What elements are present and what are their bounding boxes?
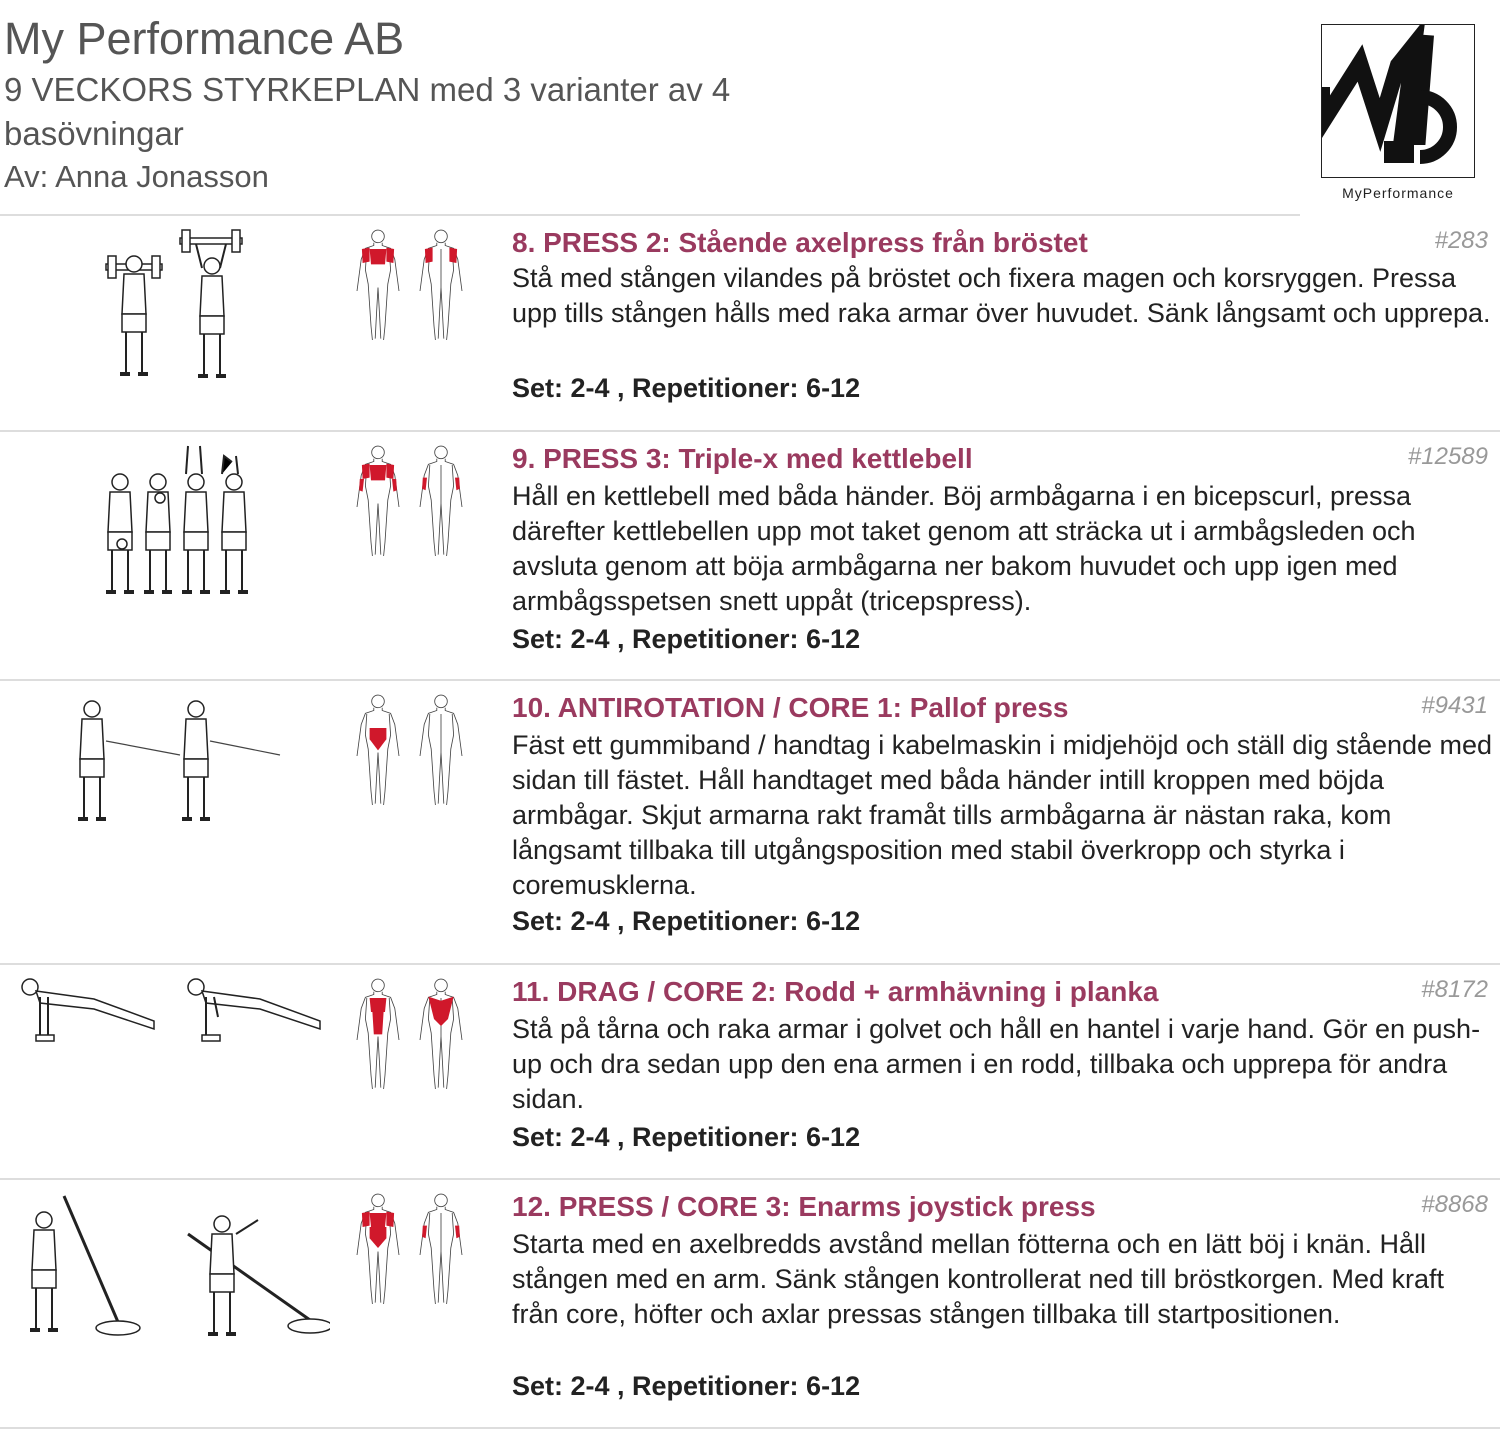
- exercise-title: 11. DRAG / CORE 2: Rodd + armhävning i planka: [512, 976, 1159, 1007]
- plan-subtitle: 9 VECKORS STYRKEPLAN med 3 varianter av 4 basövningar: [4, 71, 731, 152]
- exercise-illustration: [70, 691, 290, 841]
- exercise-sets: Set: 2-4 , Repetitioner: 6-12: [512, 906, 861, 936]
- exercise-description: Fäst ett gummiband / handtag i kabelmaskin i midjehöjd och ställ dig stående med sidan till fästet. Håll handtaget med båda händer intill kroppen med böjda armbågar. Skjut armarna rakt framåt tills armbågarna är nästan raka, kom långsamt tillbaka till utgångsposition med stabil överkropp och styrka i coremusklerna.: [512, 730, 1493, 900]
- logo-mark-icon: [1322, 25, 1475, 178]
- exercise-id: #9431: [1421, 692, 1488, 719]
- exercise-description: Stå med stången vilandes på bröstet och fixera magen och korsryggen. Pressa upp tills stången hålls med raka armar över huvudet. Sänk långsamt och upprepa.: [512, 263, 1491, 328]
- company-title: My Performance AB: [4, 13, 405, 64]
- muscle-map: [350, 444, 470, 614]
- muscle-map: [350, 228, 470, 398]
- myperformance-logo: [1321, 24, 1475, 178]
- exercise-illustration: [20, 1190, 330, 1340]
- exercise-title: 9. PRESS 3: Triple-x med kettlebell: [512, 443, 973, 474]
- exercise-id: #8868: [1421, 1191, 1488, 1218]
- exercise-illustration: [14, 973, 334, 1053]
- exercise-row-12: [0, 1180, 1500, 1428]
- exercise-row-11: [0, 965, 1500, 1178]
- logo-wordmark: MyPerformance: [1342, 185, 1454, 201]
- exercise-row-9: [0, 432, 1500, 680]
- exercise-sets: Set: 2-4 , Repetitioner: 6-12: [512, 373, 861, 403]
- exercise-description: Stå på tårna och raka armar i golvet och håll en hantel i varje hand. Gör en push-up och dra sedan upp den ena armen i en rodd, tillbaka och upprepa för andra sidan.: [512, 1014, 1481, 1114]
- exercise-description: Starta med en axelbredds avstånd mellan fötterna och en lätt böj i knän. Håll stången med en arm. Sänk stången kontrollerat ned till bröstkorgen. Med kraft från core, höfter och axlar pressas stången tillbaka till startpositionen.: [512, 1229, 1445, 1329]
- exercise-id: #283: [1434, 227, 1488, 254]
- exercise-sets: Set: 2-4 , Repetitioner: 6-12: [512, 1122, 861, 1152]
- exercise-illustration: [100, 444, 260, 594]
- row-divider: [0, 1427, 1500, 1429]
- muscle-map: [350, 1192, 470, 1362]
- exercise-illustration: [100, 228, 260, 378]
- exercise-sets: Set: 2-4 , Repetitioner: 6-12: [512, 1371, 861, 1401]
- exercise-title: 12. PRESS / CORE 3: Enarms joystick press: [512, 1191, 1096, 1222]
- plan-author: Av: Anna Jonasson: [4, 159, 269, 194]
- muscle-map: [350, 693, 470, 863]
- exercise-sets: Set: 2-4 , Repetitioner: 6-12: [512, 624, 861, 654]
- exercise-title: 10. ANTIROTATION / CORE 1: Pallof press: [512, 692, 1069, 723]
- exercise-description: Håll en kettlebell med båda händer. Böj armbågarna i en bicepscurl, pressa därefter kettlebellen upp mot taket genom att sträcka ut i armbågsleden och avsluta genom att böja armbågarna ner bakom huvudet och upp igen med armbågsspetsen snett uppåt (tricepspress).: [512, 481, 1416, 616]
- exercise-id: #8172: [1421, 976, 1488, 1003]
- exercise-id: #12589: [1407, 443, 1488, 470]
- exercise-title: 8. PRESS 2: Stående axelpress från bröstet: [512, 227, 1088, 258]
- exercise-row-8: [0, 216, 1500, 431]
- muscle-map: [350, 977, 470, 1147]
- page-header: [0, 0, 1500, 215]
- exercise-row-10: [0, 681, 1500, 963]
